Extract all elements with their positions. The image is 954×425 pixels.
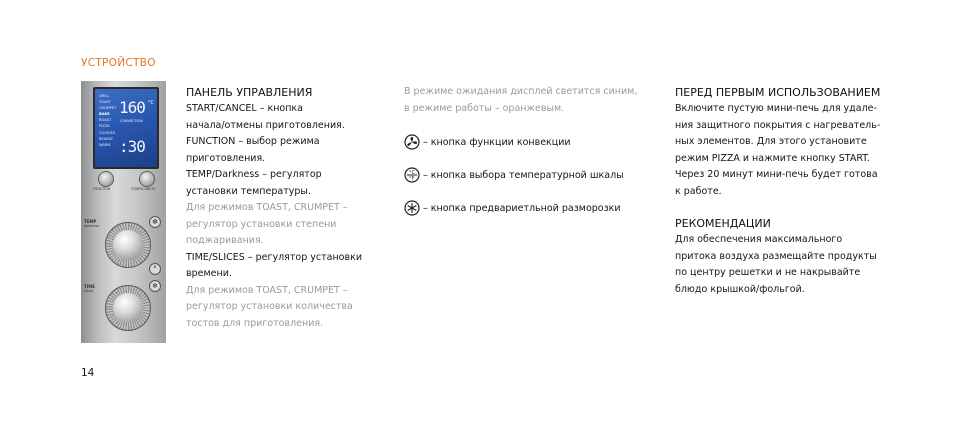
svg-text:°F: °F	[409, 176, 415, 182]
text-line: режим PIZZA и нажмите кнопку START.	[675, 152, 870, 164]
icon-legend-text: – кнопка предвариетльной разморозки	[423, 202, 621, 214]
icon-legend-text: – кнопка функции конвекции	[423, 136, 571, 148]
page-number: 14	[81, 367, 95, 379]
text-line: В режиме ожидания дисплей светится синим,	[404, 86, 638, 97]
text-line: Для обеспечения максимального	[675, 234, 843, 245]
lcd-menu-item: CRUMPET	[99, 106, 117, 111]
recommendations-section	[675, 215, 905, 298]
display-note	[404, 84, 664, 117]
text-line: тостов для приготовления.	[186, 317, 324, 329]
lcd-menu-item: ROAST	[99, 118, 112, 123]
lcd-menu-item: WARM	[99, 142, 111, 147]
text-line: притока воздуха размещайте продукты	[675, 250, 877, 262]
start-cancel-button	[139, 171, 155, 187]
lcd-menu-item: COOKIES	[99, 130, 116, 135]
text-line: начала/отмены приготовления.	[186, 119, 345, 131]
lcd-menu-item-selected: BAKE	[99, 112, 110, 117]
defrost-small-icon: ❄	[149, 280, 161, 292]
text-line: к работе.	[675, 185, 722, 197]
lcd-display	[93, 87, 159, 169]
temp-knob-sublabel: darkness	[84, 224, 99, 228]
temp-scale-icon	[404, 167, 420, 183]
text-line: блюдо крышкой/фольгой.	[675, 283, 805, 295]
text-line: по центру решетки и не накрывайте	[675, 267, 861, 278]
text-line: приготовления.	[186, 152, 266, 164]
temp-knob-label: TEMP	[84, 219, 97, 224]
recommendations-heading: РЕКОМЕНДАЦИИ	[675, 217, 771, 230]
control-panel-heading: ПАНЕЛЬ УПРАВЛЕНИЯ	[186, 86, 313, 99]
icon-legend-item	[404, 200, 621, 216]
lcd-time: :30	[119, 137, 145, 156]
function-button	[98, 171, 114, 187]
first-use-section	[675, 84, 905, 200]
time-knob-label: TIME	[84, 284, 95, 289]
temp-scale-small-icon: °	[149, 263, 161, 275]
text-line: START/CANCEL – кнопка	[186, 103, 303, 114]
convection-fan-icon	[404, 134, 420, 150]
lcd-menu	[99, 93, 121, 148]
text-line: установки температуры.	[186, 185, 311, 197]
defrost-snowflake-icon	[404, 200, 420, 216]
first-use-heading: ПЕРЕД ПЕРВЫМ ИСПОЛЬЗОВАНИЕМ	[675, 86, 881, 99]
text-line: Включите пустую мини-печь для удале-	[675, 103, 877, 114]
icon-legend-item	[404, 167, 624, 183]
text-line: ных элементов. Для этого установите	[675, 136, 867, 147]
lcd-temp-unit: °C	[148, 100, 154, 106]
text-line: регулятор установки степени	[186, 218, 337, 230]
control-panel-image	[81, 81, 166, 343]
time-knob	[105, 285, 151, 331]
temp-knob	[105, 222, 151, 268]
lcd-menu-item: TOAST	[99, 100, 111, 105]
text-line: TIME/SLICES – регулятор установки	[186, 251, 362, 263]
text-line: времени.	[186, 268, 232, 279]
text-line: регулятор установки количества	[186, 301, 353, 312]
lcd-menu-item: GRILL	[99, 94, 110, 98]
start-cancel-button-label: START/CANCEL	[131, 187, 156, 191]
icon-legend-item	[404, 134, 571, 150]
function-button-label: FUNCTION	[93, 187, 111, 191]
text-line: в режиме работы – оранжевым.	[404, 102, 565, 114]
svg-text:°C: °C	[409, 170, 415, 176]
lcd-convection-label: CONVECTION	[120, 119, 143, 123]
section-title: УСТРОЙСТВО	[81, 57, 156, 69]
text-line: Для режимов TOAST, CRUMPET –	[186, 202, 348, 213]
time-knob-sublabel: slices	[84, 289, 94, 293]
control-panel-column	[186, 84, 386, 332]
text-line: ния защитного покрытия с нагреватель-	[675, 119, 881, 131]
convection-small-icon: ✻	[149, 216, 161, 228]
text-line: TEMP/Darkness – регулятор	[186, 169, 322, 180]
text-line: поджаривания.	[186, 235, 264, 246]
text-line: Для режимов TOAST, CRUMPET –	[186, 284, 348, 296]
text-line: Через 20 минут мини-печь будет готова	[675, 169, 878, 180]
text-line: FUNCTION – выбор режима	[186, 136, 320, 147]
icon-legend-text: – кнопка выбора температурной шкалы	[423, 169, 624, 181]
lcd-temperature: 160	[119, 98, 145, 117]
lcd-menu-item: PIZZA	[99, 124, 110, 129]
lcd-menu-item: REHEAT	[99, 136, 114, 141]
